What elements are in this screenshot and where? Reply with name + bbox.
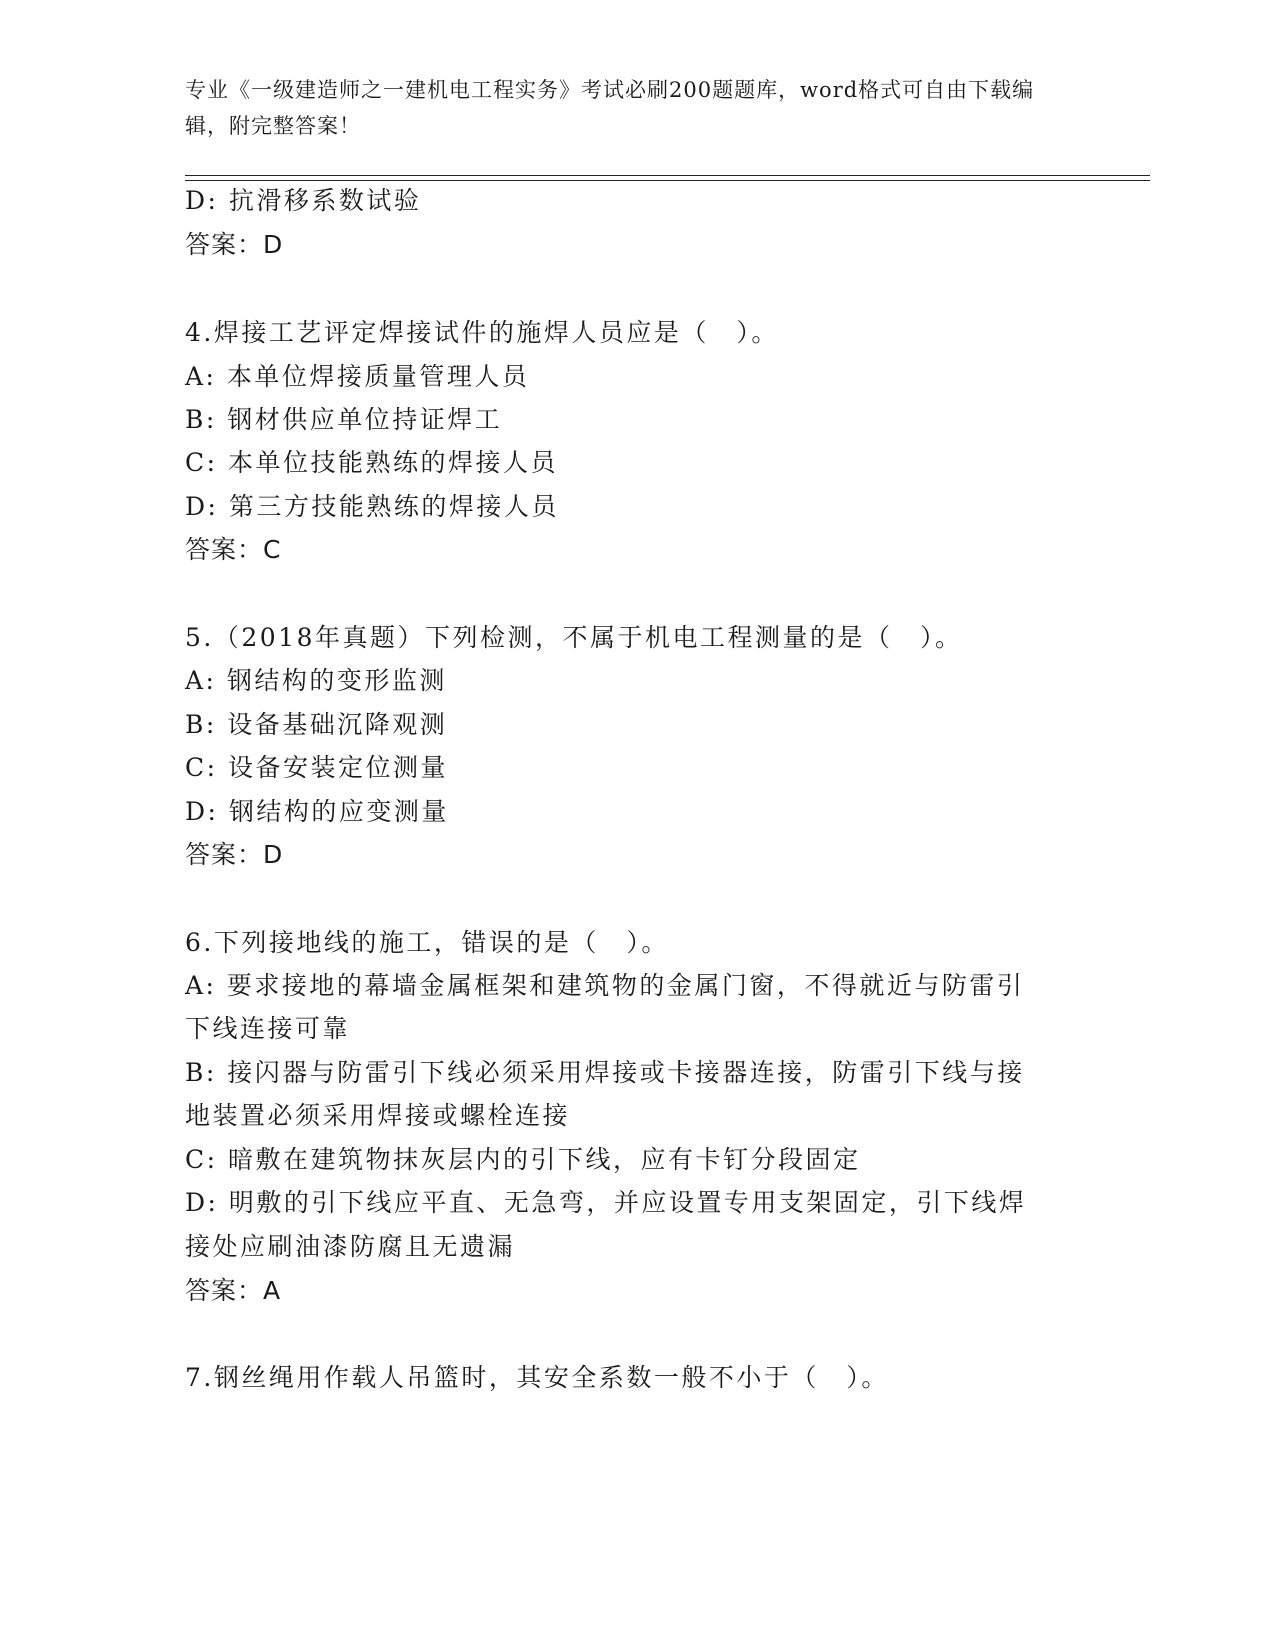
prev-answer: 答案：D: [185, 230, 284, 259]
q5-option-d: D: 钢结构的应变测量: [185, 797, 449, 826]
q6-option-a-line2: 下线连接可靠: [185, 1014, 351, 1043]
q6-option-b-line2: 地装置必须采用焊接或螺栓连接: [185, 1101, 571, 1130]
q6-option-c: C: 暗敷在建筑物抹灰层内的引下线，应有卡钉分段固定: [185, 1145, 861, 1174]
q5-option-c: C: 设备安装定位测量: [185, 753, 448, 782]
q6-option-b-line1: B: 接闪器与防雷引下线必须采用焊接或卡接器连接，防雷引下线与接: [185, 1058, 1025, 1087]
q6-option-d-line2: 接处应刷油漆防腐且无遗漏: [185, 1232, 516, 1261]
q5-option-b: B: 设备基础沉降观测: [185, 710, 448, 739]
q7-question: 7.钢丝绳用作载人吊篮时，其安全系数一般不小于（ ）。: [185, 1363, 889, 1392]
document-header: 专业《一级建造师之一建机电工程实务》考试必刷200题题库，word格式可自由下载编辑，附完整答案！: [185, 78, 1035, 138]
header-divider-top: [185, 175, 1150, 176]
q4-option-d: D: 第三方技能熟练的焊接人员: [185, 492, 559, 521]
q4-option-a: A: 本单位焊接质量管理人员: [185, 362, 530, 391]
q6-answer: 答案：A: [185, 1276, 282, 1305]
q4-answer: 答案：C: [185, 535, 282, 564]
q5-option-a: A: 钢结构的变形监测: [185, 666, 447, 695]
q4-question: 4.焊接工艺评定焊接试件的施焊人员应是（ ）。: [185, 318, 779, 347]
q6-question: 6.下列接地线的施工，错误的是（ ）。: [185, 928, 669, 957]
q5-question: 5.（2018年真题）下列检测，不属于机电工程测量的是（ ）。: [185, 623, 963, 652]
q6-option-d-line1: D: 明敷的引下线应平直、无急弯，并应设置专用支架固定，引下线焊: [185, 1188, 1027, 1217]
q6-option-a-line1: A: 要求接地的幕墙金属框架和建筑物的金属门窗，不得就近与防雷引: [185, 971, 1025, 1000]
q5-answer: 答案：D: [185, 840, 284, 869]
q4-option-b: B: 钢材供应单位持证焊工: [185, 405, 503, 434]
prev-option-d: D: 抗滑移系数试验: [185, 186, 422, 215]
q4-option-c: C: 本单位技能熟练的焊接人员: [185, 448, 558, 477]
